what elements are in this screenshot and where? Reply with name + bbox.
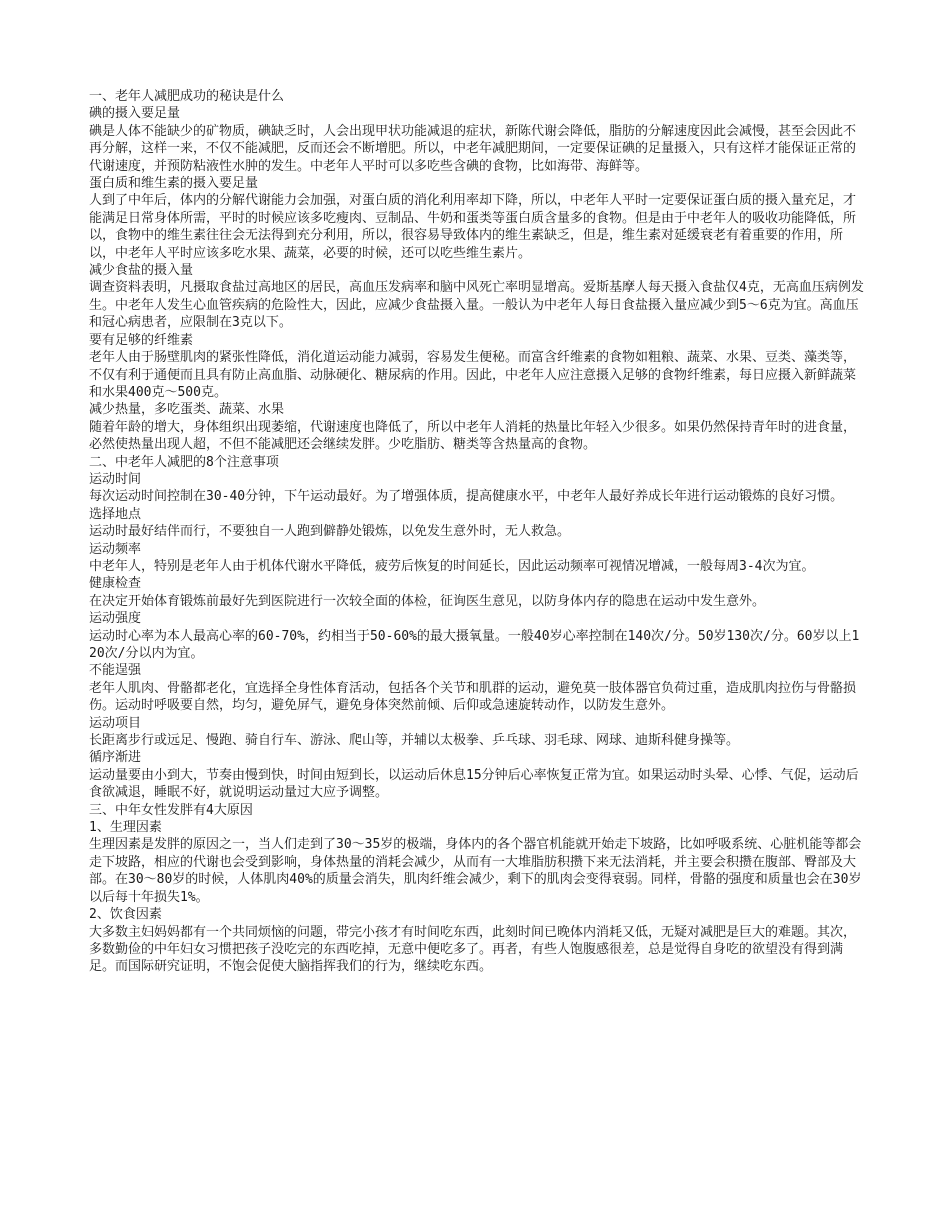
document-body (89, 88, 864, 976)
paragraph: 人到了中年后，体内的分解代谢能力会加强，对蛋白质的消化利用率却下降，所以，中老年人平时一定要保证蛋白质的摄入量充足，才能满足日常身体所需，平时的时候应该多吃瘦肉、豆制品、牛奶和蛋类等蛋白质含量多的食物。但是由于中老年人的吸收功能降低，所以，食物中的维生素往往会无法得到充分利用，所以，很容易导致体内的维生素缺乏，但是，维生素对延缓衰老有着重要的作用，所以，中老年人平时应该多吃水果、蔬菜，必要的时候，还可以吃些维生素片。 (89, 193, 857, 261)
subheading: 选择地点 (89, 506, 142, 522)
paragraph: 运动量要由小到大，节奏由慢到快，时间由短到长，以运动后休息15分钟后心率恢复正常为宜。如果运动时头晕、心悸、气促，运动后食欲减退，睡眠不好，就说明运动量过大应予调整。 (89, 767, 859, 801)
subheading: 2、饮食因素 (89, 907, 162, 923)
paragraph: 碘是人体不能缺少的矿物质，碘缺乏时，人会出现甲状功能减退的症状，新陈代谢会降低，脂肪的分解速度因此会减慢，甚至会因此不再分解，这样一来，不仅不能减肥，反而还会不断增肥。所以，中老年减肥期间，一定要保证碘的足量摄入，只有这样才能保证正常的代谢速度，并预防粘液性水肿的发生。中老年人平时可以多吃些含碘的食物，比如海带、海鲜等。 (89, 123, 857, 174)
paragraph: 大多数主妇妈妈都有一个共同烦恼的问题，带完小孩才有时间吃东西，此刻时间已晚体内消耗又低，无疑对减肥是巨大的难题。其次，多数勤俭的中年妇女习惯把孩子没吃完的东西吃掉，无意中便吃多了。再者，有些人饱腹感很差，总是觉得自身吃的欲望没有得到满足。而国际研究证明，不饱会促使大脑指挥我们的行为，继续吃东西。 (89, 924, 857, 975)
paragraph: 随着年龄的增大，身体组织出现萎缩，代谢速度也降低了，所以中老年人消耗的热量比年轻入少很多。如果仍然保持青年时的进食量，必然使热量出现人超，不但不能减肥还会继续发胖。少吃脂肪、糖类等含热量高的食物。 (89, 419, 857, 453)
subheading: 健康检查 (89, 576, 142, 592)
paragraph: 运动时心率为本人最高心率的60-70%，约相当于50-60%的最大摄氧量。一般40岁心率控制在140次/分。50岁130次/分。60岁以上120次/分以内为宜。 (89, 628, 860, 661)
subheading: 减少热量，多吃蛋类、蔬菜、水果 (89, 402, 285, 418)
paragraph: 运动时最好结伴而行，不要独自一人跑到僻静处锻炼，以免发生意外时，无人救急。 (89, 524, 571, 540)
section-heading: 三、中年女性发胖有4大原因 (89, 802, 253, 818)
subheading: 1、生理因素 (89, 820, 162, 836)
subheading: 运动强度 (89, 611, 142, 627)
paragraph: 调查资料表明，凡摄取食盐过高地区的居民，高血压发病率和脑中风死亡率明显增高。爱斯基摩人每天摄入食盐仅4克，无高血压病例发生。中老年人发生心血管疾病的危险性大，因此，应减少食盐摄入量。一般认为中老年人每日食盐摄入量应减少到5～6克为宜。高血压和冠心病患者，应限制在3克以下。 (89, 280, 864, 331)
subheading: 蛋白质和维生素的摄入要足量 (89, 176, 259, 192)
subheading: 碘的摄入要足量 (89, 106, 181, 122)
paragraph: 老年人肌肉、骨骼都老化，宜选择全身性体育活动，包括各个关节和肌群的运动，避免莫一肢体器官负荷过重，造成肌肉拉伤与骨骼损伤。运动时呼吸要自然，均匀，避免屏气，避免身体突然前倾、后仰或急速旋转动作，以防发生意外。 (89, 680, 857, 714)
subheading: 运动频率 (89, 541, 142, 557)
subheading: 减少食盐的摄入量 (89, 263, 194, 279)
subheading: 要有足够的纤维素 (89, 332, 194, 348)
subheading: 运动项目 (89, 715, 142, 731)
section-heading: 一、老年人减肥成功的秘诀是什么 (89, 89, 285, 104)
paragraph: 老年人由于肠壁肌肉的紧张性降低，消化道运动能力减弱，容易发生便秘。而富含纤维素的食物如粗粮、蔬菜、水果、豆类、藻类等，不仅有利于通便而且具有防止高血脂、动脉硬化、糖尿病的作用。因此，中老年人应注意摄入足够的食物纤维素，每日应摄入新鲜蔬菜和水果400克～500克。 (89, 350, 857, 400)
paragraph: 每次运动时间控制在30-40分钟，下午运动最好。为了增强体质，提高健康水平，中老年人最好养成长年进行运动锻炼的良好习惯。 (89, 489, 844, 505)
paragraph: 生理因素是发胖的原因之一，当人们走到了30～35岁的极端，身体内的各个器官机能就开始走下坡路，比如呼吸系统、心脏机能等都会走下坡路，相应的代谢也会受到影响，身体热量的消耗会减少，从而有一大堆脂肪积攒下来无法消耗，并主要会积攒在腹部、臀部及大部。在30～80岁的时候，人体肌肉40%的质量会消失，肌肉纤维会减少，剩下的肌肉会变得衰弱。同样，骨骼的强度和质量也会在30岁以后每十年损失1%。 (89, 837, 862, 905)
subheading: 循序渐进 (89, 750, 142, 766)
subheading: 不能逞强 (89, 663, 142, 679)
paragraph: 在决定开始体育锻炼前最好先到医院进行一次较全面的体检，征询医生意见，以防身体内存的隐患在运动中发生意外。 (89, 593, 766, 609)
section-heading: 二、中老年人减肥的8个注意事项 (89, 454, 279, 470)
subheading: 运动时间 (89, 471, 142, 487)
paragraph: 长距离步行或远足、慢跑、骑自行车、游泳、爬山等，并辅以太极拳、乒乓球、羽毛球、网球、迪斯科健身操等。 (89, 733, 740, 749)
paragraph: 中老年人，特别是老年人由于机体代谢水平降低，疲劳后恢复的时间延长，因此运动频率可视情况增减，一般每周3-4次为宜。 (89, 558, 815, 574)
